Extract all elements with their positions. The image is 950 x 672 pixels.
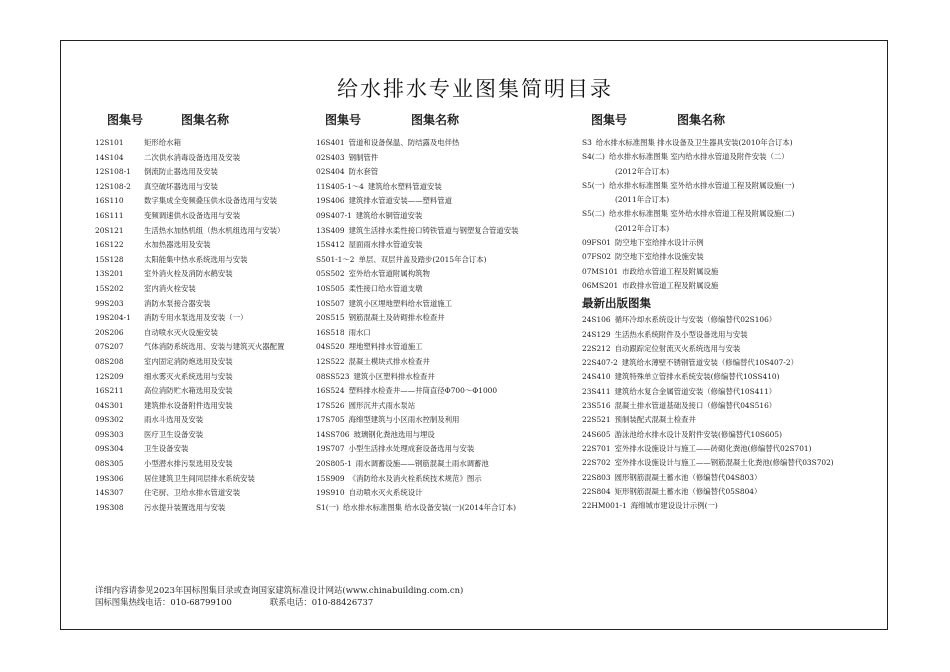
catalog-entry xyxy=(95,238,284,253)
entry-name: 圆形钢筋混凝土蓄水池（修编替代04S803） xyxy=(614,472,762,482)
catalog-entry xyxy=(316,297,519,312)
entry-code: 19S406 xyxy=(316,196,345,206)
entry-name: 矩形给水箱 xyxy=(144,138,181,147)
entry-code: 10S507 xyxy=(316,298,345,308)
entry-name: 防空地下室给排水设计示例 xyxy=(615,238,704,248)
entry-name: 医疗卫生设备安装 xyxy=(144,429,204,439)
entry-code: 12S522 xyxy=(316,356,345,366)
catalog-entry xyxy=(95,151,284,166)
entry-code: 08S208 xyxy=(95,356,124,366)
catalog-entry xyxy=(95,311,284,326)
entry-name: 室外给水管道附属构筑物 xyxy=(348,269,430,279)
entry-code: 16S401 xyxy=(316,138,345,147)
entry-name: 室外排水设施设计与施工——砖砌化粪池(修编替代02S701) xyxy=(614,443,812,453)
entry-code: 24S410 xyxy=(582,372,611,382)
entry-code: 22S521 xyxy=(582,415,611,425)
entry-name: 圆形沉井式雨水泵站 xyxy=(348,400,416,410)
entry-name: 建筑给水复合金属管道安装（修编替代10S411） xyxy=(614,386,777,396)
entry-code: S3 xyxy=(582,138,592,147)
catalog-entry xyxy=(582,456,834,470)
entry-name: 防空地下室给排水设施安装 xyxy=(615,252,704,262)
entry-code: 16S122 xyxy=(95,240,124,250)
footer-contact: 联系电话：010-88426737 xyxy=(269,597,374,607)
catalog-entry xyxy=(582,279,834,293)
entry-code: 09S304 xyxy=(95,444,124,454)
entry-name: 建筑生活排水柔性接口铸铁管道与钢塑复合管道安装 xyxy=(348,225,519,235)
header-name: 图集名称 xyxy=(411,113,460,127)
catalog-entry xyxy=(95,457,284,472)
catalog-entry xyxy=(95,355,284,370)
entry-name: 数字集成全变频叠压供水设备选用与安装 xyxy=(144,196,278,206)
entry-edition: (2011年合订本) xyxy=(615,195,670,205)
catalog-entry xyxy=(95,340,284,355)
catalog-entry xyxy=(95,136,284,151)
entry-name: 《消防给水及消火栓系统技术规范》图示 xyxy=(348,473,482,483)
catalog-entry xyxy=(582,356,834,370)
entry-name: 管道和设备保温、防结露及电伴热 xyxy=(348,138,460,147)
entry-name: 卫生设备安装 xyxy=(144,444,189,454)
entry-name: 消防专用水泵选用及安装（一） xyxy=(144,313,248,323)
catalog-entry xyxy=(316,194,519,209)
entry-name: 室内固定消防炮选用及安装 xyxy=(144,356,233,366)
catalog-entry xyxy=(582,150,834,164)
entry-code: 23S516 xyxy=(582,401,611,411)
entry-code: 16S518 xyxy=(316,327,345,337)
entry-code: 04S301 xyxy=(95,400,124,410)
entry-name: 建筑小区塑料排水检查井 xyxy=(353,371,435,381)
entry-name: 污水提升装置选用与安装 xyxy=(144,502,226,512)
catalog-entry xyxy=(95,209,284,224)
entry-name: 钢制管件 xyxy=(348,152,379,162)
catalog-entry xyxy=(316,209,519,224)
catalog-entry xyxy=(95,224,284,239)
column-header-3 xyxy=(591,111,725,128)
catalog-entry xyxy=(316,238,519,253)
entry-code: 22S702 xyxy=(582,458,611,468)
new-publications-heading: 最新出版图集 xyxy=(582,296,651,311)
entry-code: 06MS201 xyxy=(582,280,619,290)
catalog-entry xyxy=(316,428,519,443)
entry-name: 自动喷水灭火系统设计 xyxy=(348,488,423,498)
catalog-column-3 xyxy=(582,136,834,513)
catalog-entry xyxy=(95,253,284,268)
header-name: 图集名称 xyxy=(677,113,726,127)
entry-code: 09S407-1 xyxy=(316,210,352,220)
catalog-entry xyxy=(582,370,834,384)
entry-code: 17S705 xyxy=(316,415,345,425)
header-name: 图集名称 xyxy=(181,113,230,127)
entry-code: 15S202 xyxy=(95,283,124,293)
entry-name: 生活热水系统附件及小型设备选用与安装 xyxy=(614,329,748,339)
catalog-entry xyxy=(95,428,284,443)
catalog-entry xyxy=(582,136,834,150)
entry-code: 08SS523 xyxy=(316,371,350,381)
catalog-entry xyxy=(316,253,519,268)
catalog-entry xyxy=(95,370,284,385)
catalog-entry xyxy=(95,282,284,297)
entry-name: 小型生活排水处理成套设备选用与安装 xyxy=(348,444,475,454)
catalog-entry xyxy=(95,399,284,414)
entry-code: 09S302 xyxy=(95,415,124,425)
entry-code: 15S909 xyxy=(316,473,345,483)
entry-name: 倒流防止器选用及安装 xyxy=(144,167,218,177)
entry-name: 游泳池给水排水设计及附件安装(修编替代10S605) xyxy=(614,429,782,439)
catalog-entry xyxy=(316,442,519,457)
entry-code: 24S129 xyxy=(582,329,611,339)
catalog-entry xyxy=(316,136,519,151)
entry-name: 给水排水标准图集 室外给水排水管道工程及附属设施(二) xyxy=(608,209,795,219)
entry-code: 14S104 xyxy=(95,152,124,162)
entry-name: 单层、双层井盖及踏步(2015年合订本) xyxy=(358,254,487,264)
catalog-entry xyxy=(316,180,519,195)
catalog-entry xyxy=(316,413,519,428)
entry-name: 给水排水标准图集 室内给水排水管道及附件安装（二） xyxy=(608,152,789,162)
entry-code: 07FS02 xyxy=(582,252,611,262)
catalog-entry xyxy=(582,428,834,442)
entry-name: 二次供水消毒设备选用及安装 xyxy=(144,152,241,162)
catalog-entry xyxy=(582,342,834,356)
catalog-entry xyxy=(316,151,519,166)
catalog-entry xyxy=(316,311,519,326)
header-number: 图集号 xyxy=(325,113,362,127)
catalog-entry xyxy=(95,267,284,282)
catalog-entry xyxy=(95,326,284,341)
entry-name: 建筑特殊单立管排水系统安装(修编替代10SS410) xyxy=(614,372,780,382)
entry-code: 19S308 xyxy=(95,502,124,512)
catalog-entry xyxy=(582,442,834,456)
entry-code: 16S110 xyxy=(95,196,124,206)
entry-name: 埋地塑料排水管道施工 xyxy=(348,342,423,352)
entry-name: 消防水泵接合器安装 xyxy=(144,298,211,308)
catalog-column-2 xyxy=(316,136,519,515)
catalog-entry xyxy=(316,457,519,472)
entry-code: 12S209 xyxy=(95,371,124,381)
catalog-entry xyxy=(582,250,834,264)
entry-name: 海绵型建筑与小区雨水控制及利用 xyxy=(348,415,460,425)
entry-name: 给水排水标准图集 给水设备安装(一)(2014年合订本) xyxy=(342,502,517,512)
entry-name: 市政给水管道工程及附属设施 xyxy=(622,266,719,276)
entry-code: 14SS706 xyxy=(316,429,350,439)
entry-code: 19S306 xyxy=(95,473,124,483)
entry-code: 20S805-1 xyxy=(316,459,352,469)
entry-code: 12S108-1 xyxy=(95,167,131,177)
entry-code: 22S701 xyxy=(582,443,611,453)
catalog-entry xyxy=(95,413,284,428)
catalog-column-1 xyxy=(95,136,284,515)
entry-code: 22S212 xyxy=(582,343,611,353)
entry-name: 玻璃钢化粪池选用与埋设 xyxy=(353,429,435,439)
entry-code: S501-1～2 xyxy=(316,254,355,264)
entry-name: 太阳能集中热水系统选用与安装 xyxy=(144,254,248,264)
entry-name: 钢筋混凝土及砖砌排水检查井 xyxy=(348,313,445,323)
entry-code: 23S411 xyxy=(582,386,611,396)
entry-name: 屋面雨水排水管道安装 xyxy=(348,240,423,250)
entry-name: 雨水调蓄设施——钢筋混凝土雨水调蓄池 xyxy=(355,459,489,469)
catalog-entry xyxy=(582,413,834,427)
entry-code: 12S108-2 xyxy=(95,181,131,191)
entry-name: 小型潜水排污泵选用及安装 xyxy=(144,459,233,469)
catalog-entry xyxy=(582,471,834,485)
entry-code: 22S407-2 xyxy=(582,358,618,368)
entry-edition: (2012年合订本) xyxy=(615,223,670,233)
header-number: 图集号 xyxy=(591,113,628,127)
entry-code: 20S121 xyxy=(95,225,124,235)
page-title: 给水排水专业图集简明目录 xyxy=(337,77,613,101)
entry-code: 16S211 xyxy=(95,386,124,396)
entry-code: 09FS01 xyxy=(582,238,611,248)
entry-name: 给水排水标准图集 排水设备及卫生器具安装(2010年合订本) xyxy=(595,138,793,147)
catalog-entry xyxy=(582,207,834,221)
catalog-entry xyxy=(316,165,519,180)
entry-name: 市政排水管道工程及附属设施 xyxy=(622,280,719,290)
entry-code: 19S707 xyxy=(316,444,345,454)
entry-name: 室外排水设施设计与施工——钢筋混凝土化粪池(修编替代03S702) xyxy=(614,458,834,468)
entry-code: S5(二) xyxy=(582,209,605,219)
footer xyxy=(95,584,463,608)
entry-code: 15S128 xyxy=(95,254,124,264)
entry-code: 99S203 xyxy=(95,298,124,308)
entry-name: 生活热水加热机组（热水机组选用与安装） xyxy=(144,225,285,235)
entry-code: 04S520 xyxy=(316,342,345,352)
catalog-entry xyxy=(582,385,834,399)
footer-hotline: 国标图集热线电话：010-68799100 xyxy=(95,597,232,607)
entry-name: 建筑小区埋地塑料给水管道施工 xyxy=(348,298,453,308)
entry-name: 居住建筑卫生间同层排水系统安装 xyxy=(144,473,255,483)
header-number: 图集号 xyxy=(107,113,144,127)
entry-name: 柔性接口给水管道支墩 xyxy=(348,283,423,293)
entry-name: 建筑给水铜管道安装 xyxy=(355,210,423,220)
entry-name: 循环冷却水系统设计与安装（修编替代02S106） xyxy=(614,315,777,325)
entry-edition: (2012年合订本) xyxy=(615,166,670,176)
entry-name: 气体消防系统选用、安装与建筑灭火器配置 xyxy=(144,342,285,352)
entry-name: 建筑给水塑料管道安装 xyxy=(367,181,442,191)
entry-code: 13S409 xyxy=(316,225,345,235)
catalog-entry xyxy=(95,194,284,209)
catalog-entry xyxy=(582,313,834,327)
catalog-entry xyxy=(95,486,284,501)
entry-code: 24S605 xyxy=(582,429,611,439)
entry-name: 水加热器选用及安装 xyxy=(144,240,211,250)
entry-name: 建筑排水设备附件选用安装 xyxy=(144,400,233,410)
catalog-entry xyxy=(95,442,284,457)
entry-name: 给水排水标准图集 室外给水排水管道工程及附属设施(一) xyxy=(608,180,795,190)
column-header-1 xyxy=(107,111,229,128)
catalog-entry xyxy=(95,297,284,312)
entry-code: 05S502 xyxy=(316,269,345,279)
entry-code: 08S305 xyxy=(95,459,124,469)
entry-code: 09S303 xyxy=(95,429,124,439)
catalog-entry xyxy=(582,399,834,413)
catalog-entry xyxy=(316,486,519,501)
entry-code: 14S307 xyxy=(95,488,124,498)
entry-name: 建筑排水管道安装——塑料管道 xyxy=(348,196,453,206)
footer-note: 详细内容请参见2023年国标图集目录或查询国家建筑标准设计网站(www.chinabuilding.com.cn) xyxy=(95,585,464,595)
entry-code: 15S412 xyxy=(316,240,345,250)
catalog-entry xyxy=(582,499,834,513)
entry-name: 预制装配式混凝土检查井 xyxy=(614,415,696,425)
catalog-entry xyxy=(95,180,284,195)
entry-code: 24S106 xyxy=(582,315,611,325)
entry-code: 22HM001-1 xyxy=(582,501,627,511)
entry-code: 22S804 xyxy=(582,486,611,496)
entry-code: 20S206 xyxy=(95,327,124,337)
entry-name: 住宅厨、卫给水排水管道安装 xyxy=(144,488,241,498)
catalog-entry xyxy=(582,179,834,193)
entry-name: 矩形钢筋混凝土蓄水池（修编替代05S804） xyxy=(614,486,762,496)
entry-name: 室内消火栓安装 xyxy=(144,283,196,293)
entry-code: S1(一) xyxy=(316,502,339,512)
entry-code: 22S803 xyxy=(582,472,611,482)
entry-name: 真空破坏器选用与安装 xyxy=(144,181,218,191)
catalog-entry xyxy=(316,224,519,239)
entry-code: 20S515 xyxy=(316,313,345,323)
entry-code: 11S405-1～4 xyxy=(316,181,364,191)
entry-name: 建筑给水薄壁不锈钢管道安装（修编替代10S407-2） xyxy=(621,358,798,368)
entry-name: 海绵城市建设设计示例(一) xyxy=(630,501,718,511)
entry-code: S4(二) xyxy=(582,152,605,162)
entry-name: 塑料排水检查井——井筒直径Φ700～Φ1000 xyxy=(348,386,498,396)
catalog-entry xyxy=(95,501,284,516)
entry-code: 12S101 xyxy=(95,138,124,147)
catalog-entry xyxy=(316,282,519,297)
catalog-entry xyxy=(316,501,519,516)
entry-code: 07MS101 xyxy=(582,266,619,276)
catalog-entry xyxy=(582,328,834,342)
entry-code: S5(一) xyxy=(582,180,605,190)
entry-name: 自动跟踪定位射流灭火系统选用与安装 xyxy=(614,343,741,353)
catalog-entry xyxy=(582,265,834,279)
entry-name: 混凝土模块式排水检查井 xyxy=(348,356,430,366)
catalog-entry xyxy=(582,485,834,499)
column-header-2 xyxy=(325,111,459,128)
entry-name: 自动喷水灭火设施安装 xyxy=(144,327,218,337)
entry-name: 室外消火栓及消防水鹤安装 xyxy=(144,269,233,279)
catalog-entry xyxy=(95,165,284,180)
entry-code: 10S505 xyxy=(316,283,345,293)
catalog-entry xyxy=(582,236,834,250)
catalog-entry xyxy=(316,355,519,370)
catalog-entry xyxy=(316,370,519,385)
catalog-entry xyxy=(316,340,519,355)
catalog-entry xyxy=(316,326,519,341)
catalog-entry xyxy=(95,472,284,487)
catalog-entry xyxy=(316,267,519,282)
catalog-entry xyxy=(316,384,519,399)
entry-code: 02S404 xyxy=(316,167,345,177)
entry-code: 02S403 xyxy=(316,152,345,162)
catalog-entry xyxy=(95,384,284,399)
entry-code: 13S201 xyxy=(95,269,124,279)
entry-code: 17S526 xyxy=(316,400,345,410)
catalog-entry xyxy=(316,399,519,414)
entry-name: 雨水口 xyxy=(348,327,371,337)
entry-name: 防水套管 xyxy=(348,167,379,177)
entry-name: 高位消防贮水箱选用及安装 xyxy=(144,386,233,396)
entry-code: 16S111 xyxy=(95,210,124,220)
entry-code: 19S204-1 xyxy=(95,313,131,323)
entry-code: 19S910 xyxy=(316,488,345,498)
entry-name: 细水雾灭火系统选用与安装 xyxy=(144,371,233,381)
entry-name: 变频调速供水设备选用与安装 xyxy=(144,210,241,220)
entry-name: 雨水斗选用及安装 xyxy=(144,415,204,425)
entry-code: 16S524 xyxy=(316,386,345,396)
entry-name: 混凝土排水管道基础及接口（修编替代04S516） xyxy=(614,401,777,411)
entry-code: 07S207 xyxy=(95,342,124,352)
catalog-entry xyxy=(316,472,519,487)
